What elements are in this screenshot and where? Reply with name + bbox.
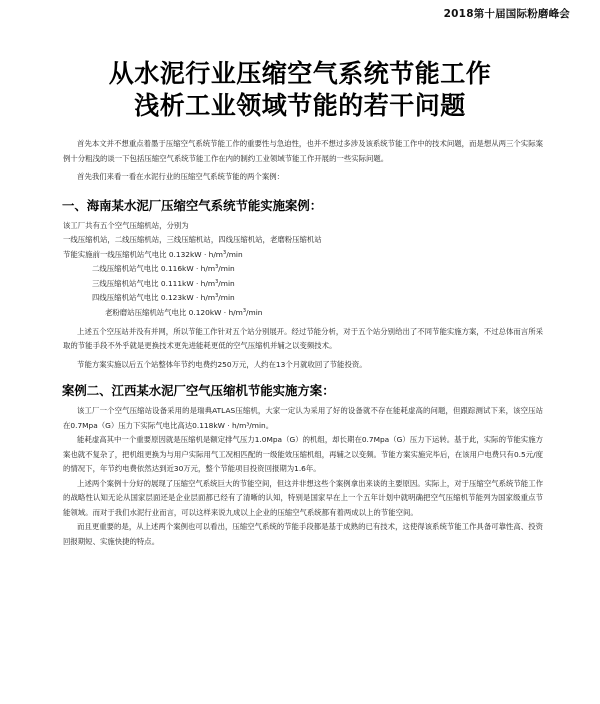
case2-paragraph-2: 能耗虚高其中一个重要原因就是压缩机是额定排气压力1.0Mpa（G）的机组，却长期在0.7Mpa（G）压力下运转。基于此，实际的节能实施方案也就不复杂了，把机组更换为与用户实际用气工况相匹配的一级能效压缩机组，再辅之以变频。节能方案实施完毕后，在该用户电费只有0.5元/度的情况下，年节约电费依然达到近30万元，整个节能项目投资回报期为1.6年。 xyxy=(63,435,543,474)
case2-paragraph-1: 该工厂一个空气压缩站设备采用的是瑞典ATLAS压缩机，大家一定认为采用了好的设备就不存在能耗虚高的问题，但跟踪测试下来，该空压站在0.7Mpa（G）压力下实际气电比高达0.118kW · h/m³/min。 xyxy=(63,406,543,430)
case1-stat-3: 三线压缩机站气电比 $0.111kW \cdot h/m^3/\min$ xyxy=(92,278,235,288)
case1-stat-2: 二线压缩机站气电比 $0.116kW \cdot h/m^3/\min$ xyxy=(92,264,235,274)
case1-heading: 一、海南某水泥厂压缩空气系统节能实施案例： xyxy=(62,197,323,213)
stat-value: 0.132kW · h/m xyxy=(168,249,224,259)
stat-value: 0.116kW · h/m xyxy=(160,264,216,274)
case1-line-2: 一线压缩机站，二线压缩机站，三线压缩机站，四线压缩机站，老磨粉压缩机站 xyxy=(63,235,322,245)
case1-line-1: 该工厂共有五个空气压缩机站，分别为 xyxy=(63,220,189,230)
stat-label: 节能实施前一线压缩机站气电比 xyxy=(63,249,167,259)
stat-value: 0.120kW · h/m xyxy=(188,308,243,318)
page-header: 2018第十届国际粉磨峰会 xyxy=(443,8,570,20)
case2-heading: 案例二、江西某水泥厂空气压缩机节能实施方案： xyxy=(62,383,335,399)
case2-paragraph-4: 而且更重要的是，从上述两个案例也可以看出，压缩空气系统的节能手段都是基于成熟的已有技术，这使得该系统节能工作具备可靠性高、投资回报期短、实施快捷的特点。 xyxy=(63,522,543,546)
stat-label: 老粉磨站压缩机站气电比 xyxy=(105,308,187,318)
stat-value: 0.123kW · h/m xyxy=(160,293,216,303)
case1-stat-5: 老粉磨站压缩机站气电比 $0.120kW \cdot h/m^3/\min$ xyxy=(105,308,263,318)
article-body xyxy=(63,137,543,549)
case1-stat-4: 四线压缩机站气电比 $0.123kW \cdot h/m^3/\min$ xyxy=(92,293,235,303)
article-title-line-2: 浅析工业领域节能的若干问题 xyxy=(134,91,466,120)
stat-value: 0.111kW · h/m xyxy=(160,278,216,288)
case1-analysis-paragraph: 上述五个空压站并没有并网，所以节能工作针对五个站分别展开。经过节能分析，对于五个站分别给出了不同节能实施方案，不过总体而言所采取的节能手段不外乎就是更换技术更先进能耗更低的空气压缩机并辅之以变频技术。 xyxy=(63,326,543,351)
stat-label: 四线压缩机站气电比 xyxy=(92,293,159,303)
intro-paragraph-2: 首先我们来看一看在水泥行业的压缩空气系统节能的两个案例： xyxy=(77,172,284,181)
case2-paragraph-3: 上述两个案例十分好的展现了压缩空气系统巨大的节能空间，但这并非想这些个案例拿出来谈的主要原因。实际上，对于压缩空气系统节能工作的战略性认知无论从国家层面还是企业层面都已经有了清晰的认知，特别是国家早在上一个五年计划中就明确把空气压缩机节能列为国家级重点节能领域。而对于我们水泥行业而言，可以这样来说九成以上企业的压缩空气系统都有着两成以上的节能空间。 xyxy=(63,478,543,517)
article-title-line-1: 从水泥行业压缩空气系统节能工作 xyxy=(108,59,492,88)
stat-label: 二线压缩机站气电比 xyxy=(92,264,159,274)
case1-stat-1: 节能实施前一线压缩机站气电比 $0.132kW \cdot h/m^3/\min$ xyxy=(63,249,243,259)
stat-label: 三线压缩机站气电比 xyxy=(92,278,159,288)
case1-result-paragraph: 节能方案实施以后五个站整体年节约电费约250万元，人约在13个月就收回了节能投资。 xyxy=(77,359,367,369)
intro-paragraph-1: 首先本文并不想重点着墨于压缩空气系统节能工作的重要性与急迫性，也并不想过多涉及该系统节能工作中的技术问题，而是想从两三个实际案例十分粗浅的谈一下包括压缩空气系统节能工作在内的制约工业领域节能工作开展的一些实际问题。 xyxy=(63,139,543,163)
